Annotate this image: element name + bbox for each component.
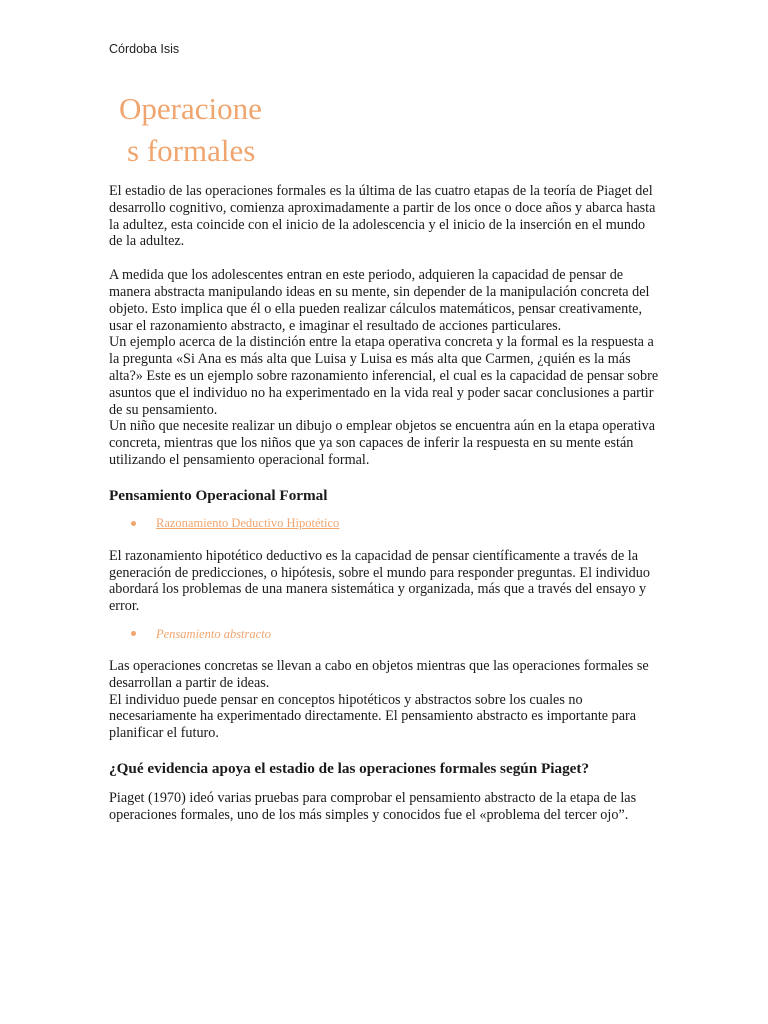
bullet-label-abstract: Pensamiento abstracto [156,626,271,641]
bullet-icon [131,631,136,636]
paragraph-deductive: El razonamiento hipotético deductivo es la capacidad de pensar científicamente a través de la generación de predicciones, o hipótesis, sobre el mundo para responder preguntas. El individuo abordará los problemas de una manera sistemática y organizada, más que a través del ensayo y error. [109,547,650,615]
paragraph-evidence: Piaget (1970) ideó varias pruebas para comprobar el pensamiento abstracto de la etapa de las operaciones formales, uno de los más simples y conocidos fue el «problema del tercer ojo”. [109,789,637,823]
author-name: Córdoba Isis [109,42,180,56]
deductive-reasoning-link[interactable]: Razonamiento Deductivo Hipotético [156,516,340,531]
bullet-item-abstract [109,625,659,643]
paragraph-concrete: Un niño que necesite realizar un dibujo o emplear objetos se encuentra aún en la etapa operativa concreta, mientras que los niños que ya son capaces de inferir la respuesta en su mente están utilizando el pensamiento operacional formal. [109,418,655,468]
section-heading-formal: Pensamiento Operacional Formal [109,486,328,504]
bullet-item-deductive [109,515,659,533]
section-heading-evidence: ¿Qué evidencia apoya el estadio de las operaciones formales según Piaget? [109,759,590,777]
paragraph-example: Un ejemplo acerca de la distinción entre la etapa operativa concreta y la formal es la respuesta a la pregunta «Si Ana es más alta que Luisa y Luisa es más alta que Carmen, ¿quién es la más alta?» Este es un ejemplo sobre razonamiento inferencial, el cual es la capacidad de pensar sobre asuntos que el individuo no ha experimentado en la vida real y poder sacar conclusiones a partir de su pensamiento. [109,334,659,418]
bullet-icon [131,521,136,526]
paragraph-intro: El estadio de las operaciones formales es la última de las cuatro etapas de la teoría de Piaget del desarrollo cognitivo, comienza aproximadamente a partir de los once o doce años y abarca hasta la adultez, esta coincide con el inicio de la adolescencia y el inicio de la inserción en el mundo de la adultez. [109,183,656,250]
document-title [119,88,299,172]
paragraph-abstract-thinking: A medida que los adolescentes entran en este periodo, adquieren la capacidad de pensar de manera abstracta manipulando ideas en su mente, sin depender de la manipulación concreta del objeto. Esto implica que él o ella pueden realizar cálculos matemáticos, pensar creativamente, usar el razonamiento abstracto, e imaginar el resultado de acciones particulares. [109,267,650,334]
document-body [109,183,659,824]
paragraph-hypothetical: El individuo puede pensar en conceptos hipotéticos y abstractos sobre los cuales no necesariamente ha experimentado directamente. El pensamiento abstracto es importante para planificar el futuro. [109,691,637,742]
title-line-1: Operacione [119,91,262,126]
paragraph-operations: Las operaciones concretas se llevan a cabo en objetos mientras que las operaciones formales se desarrollan a partir de ideas. [109,657,649,691]
title-line-2: s formales [127,133,256,168]
